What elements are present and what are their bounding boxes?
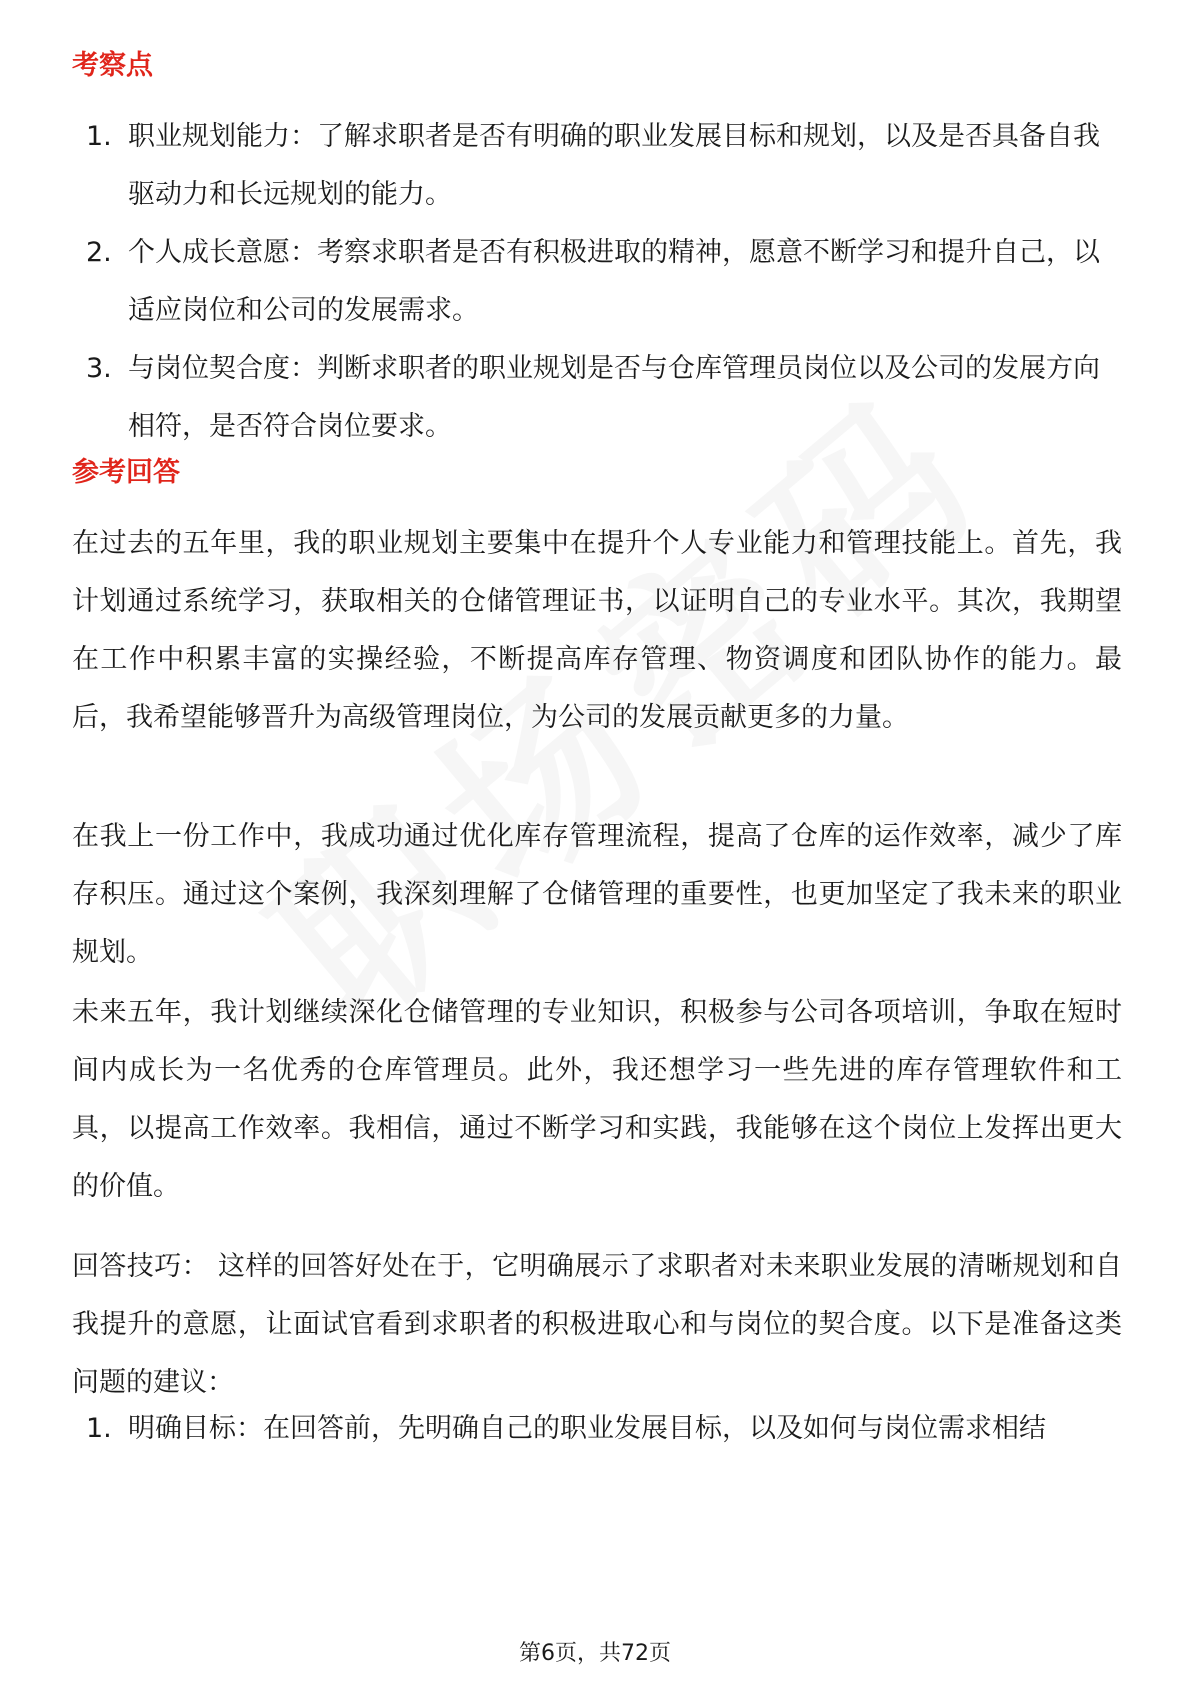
list-number: 2. xyxy=(86,237,112,268)
list-item-text: 明确目标：在回答前，先明确自己的职业发展目标，以及如何与岗位需求相结 xyxy=(128,1413,1046,1444)
list-item xyxy=(72,108,1122,224)
list-item-text: 职业规划能力：了解求职者是否有明确的职业发展目标和规划，以及是否具备自我驱动力和长远规划的能力。 xyxy=(128,121,1100,210)
list-number: 1. xyxy=(86,1413,112,1444)
list-item-text: 与岗位契合度：判断求职者的职业规划是否与仓库管理员岗位以及公司的发展方向相符，是否符合岗位要求。 xyxy=(128,353,1100,442)
list-item xyxy=(72,1400,1122,1458)
points-list xyxy=(72,108,1122,456)
answer-paragraph: 在过去的五年里，我的职业规划主要集中在提升个人专业能力和管理技能上。首先，我计划通过系统学习，获取相关的仓储管理证书，以证明自己的专业水平。其次，我期望在工作中积累丰富的实操经验，不断提高库存管理、物资调度和团队协作的能力。最后，我希望能够晋升为高级管理岗位，为公司的发展贡献更多的力量。 xyxy=(72,528,1122,733)
points-heading: 考察点 xyxy=(72,50,153,81)
tips-list xyxy=(72,1400,1122,1458)
answer-paragraph: 在我上一份工作中，我成功通过优化库存管理流程，提高了仓库的运作效率，减少了库存积压。通过这个案例，我深刻理解了仓储管理的重要性，也更加坚定了我未来的职业规划。 xyxy=(72,821,1122,968)
answer-heading: 参考回答 xyxy=(72,457,180,488)
list-item xyxy=(72,340,1122,456)
list-item xyxy=(72,224,1122,340)
tips-paragraph: 回答技巧： 这样的回答好处在于，它明确展示了求职者对未来职业发展的清晰规划和自我提升的意愿，让面试官看到求职者的积极进取心和与岗位的契合度。以下是准备这类问题的建议： xyxy=(72,1251,1122,1398)
page-footer: 第6页，共72页 xyxy=(519,1641,671,1666)
answer-paragraph: 未来五年，我计划继续深化仓储管理的专业知识，积极参与公司各项培训，争取在短时间内成长为一名优秀的仓库管理员。此外，我还想学习一些先进的库存管理软件和工具，以提高工作效率。我相信，通过不断学习和实践，我能够在这个岗位上发挥出更大的价值。 xyxy=(72,997,1122,1202)
list-number: 3. xyxy=(86,353,112,384)
list-number: 1. xyxy=(86,121,112,152)
list-item-text: 个人成长意愿：考察求职者是否有积极进取的精神，愿意不断学习和提升自己，以适应岗位和公司的发展需求。 xyxy=(128,237,1100,326)
